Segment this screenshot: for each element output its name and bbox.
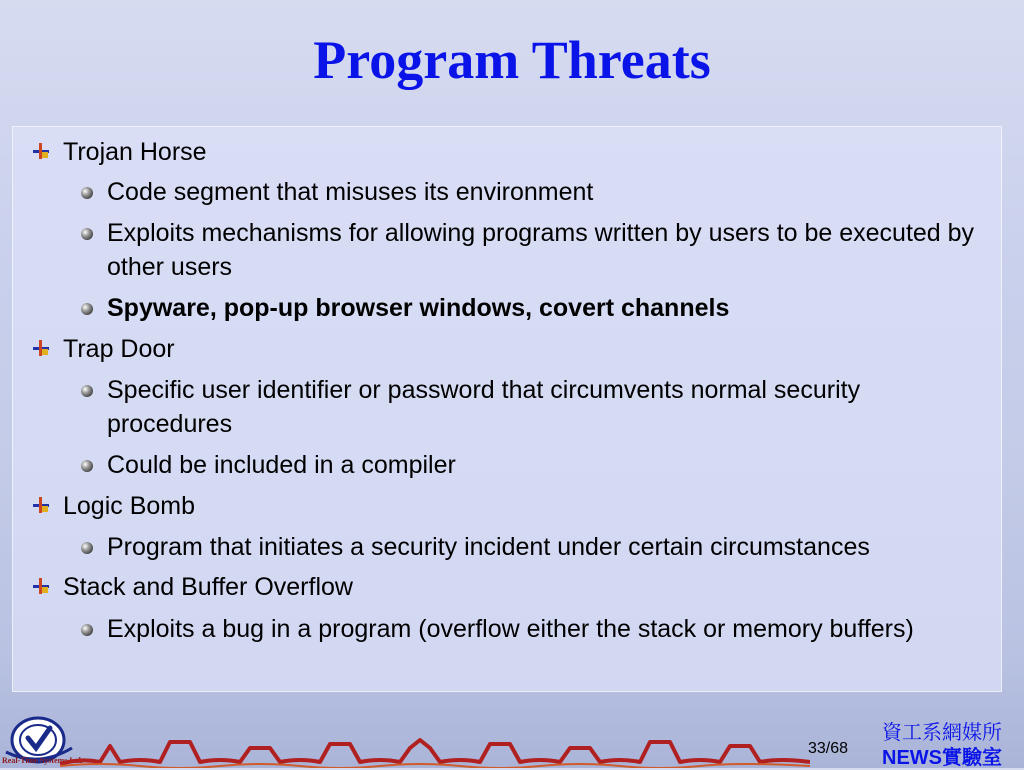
round-bullet-icon: [81, 228, 93, 240]
list-item: [107, 216, 987, 284]
list-item: [63, 332, 175, 366]
page-number: [808, 740, 848, 758]
square-bullet-icon: [33, 497, 49, 513]
list-item-label: Spyware, pop-up browser windows, covert channels: [107, 294, 730, 322]
list-item: [107, 291, 987, 325]
round-bullet-icon: [81, 187, 93, 199]
brand-line-1: 資工系網媒所: [882, 722, 1002, 744]
list-item: [63, 135, 207, 169]
list-item-label: Program that initiates a security incident under certain circumstances: [107, 533, 870, 561]
list-item-label: Logic Bomb: [63, 492, 196, 520]
list-item-label: Specific user identifier or password that circumvents normal security procedures: [107, 376, 861, 438]
round-bullet-icon: [81, 303, 93, 315]
round-bullet-icon: [81, 624, 93, 636]
list-item-label: Could be included in a compiler: [107, 451, 456, 479]
list-item: [107, 612, 987, 646]
list-item-label: Trojan Horse: [63, 138, 207, 166]
list-item: [107, 175, 987, 209]
slide-title: Program Threats: [313, 30, 711, 90]
list-item-label: Exploits mechanisms for allowing programs written by users to be executed by other users: [107, 219, 975, 281]
list-item-label: Code segment that misuses its environment: [107, 178, 594, 206]
round-bullet-icon: [81, 460, 93, 472]
list-item: [107, 448, 987, 482]
content-box: [12, 126, 1002, 692]
list-item: [107, 530, 987, 564]
list-item-label: Exploits a bug in a program (overflow either the stack or memory buffers): [107, 615, 914, 643]
list-item: [107, 373, 987, 441]
square-bullet-icon: [33, 340, 49, 356]
square-bullet-icon: [33, 578, 49, 594]
round-bullet-icon: [81, 542, 93, 554]
round-bullet-icon: [81, 385, 93, 397]
list-item-label: Trap Door: [63, 335, 175, 363]
list-item: [63, 570, 353, 604]
page-current: 33: [808, 740, 826, 757]
square-bullet-icon: [33, 143, 49, 159]
list-item: [63, 489, 195, 523]
list-item-label: Stack and Buffer Overflow: [63, 573, 353, 601]
brand-line-2: NEWS實驗室: [882, 747, 1002, 769]
page-total: /68: [825, 740, 849, 757]
footer-wave-decoration: [60, 728, 810, 768]
lab-name: Real-Time Systems Lab: [2, 756, 84, 765]
